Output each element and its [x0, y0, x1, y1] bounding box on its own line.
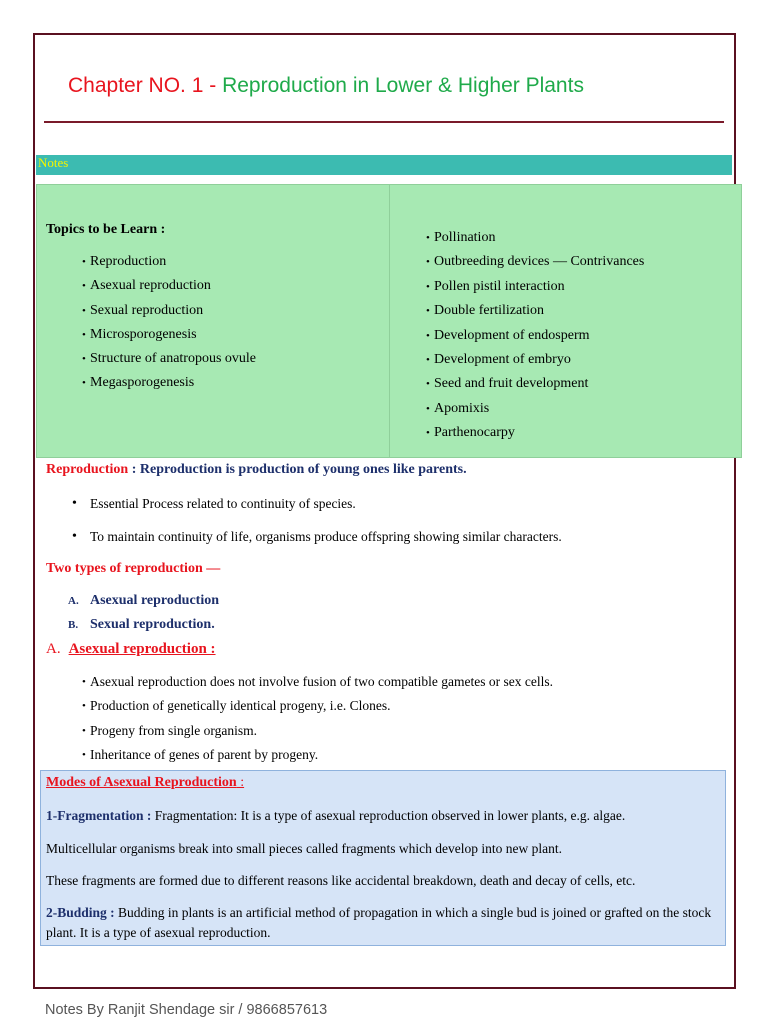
- topics-right-list: [426, 229, 644, 449]
- budding-paragraph: [46, 903, 722, 943]
- fragmentation-text: Fragmentation: It is a type of asexual reproduction observed in lower plants, e.g. algae.: [151, 808, 626, 823]
- topic-item: • Apomixis: [426, 400, 644, 424]
- topics-column-divider: [389, 184, 390, 458]
- asexual-title: Asexual reproduction :: [68, 641, 216, 657]
- chapter-subject: Reproduction in Lower & Higher Plants: [222, 74, 584, 97]
- fragments-paragraph: Multicellular organisms break into small pieces called fragments which develop into new plant.: [46, 841, 562, 856]
- asexual-point: • Progeny from single organism.: [82, 722, 553, 746]
- budding-label: 2-Budding :: [46, 905, 115, 920]
- key-point: • To maintain continuity of life, organisms produce offspring showing similar characters.: [72, 528, 562, 561]
- types-list: [68, 592, 219, 640]
- asexual-points-list: [82, 673, 553, 770]
- topic-item: • Microsporogenesis: [82, 326, 256, 350]
- fragmentation-paragraph: [46, 806, 722, 826]
- asexual-point: • Asexual reproduction does not involve fusion of two compatible gametes or sex cells.: [82, 673, 553, 697]
- topic-item: • Pollen pistil interaction: [426, 278, 644, 302]
- topic-item: • Asexual reproduction: [82, 277, 256, 301]
- modes-title: Modes of Asexual Reproduction: [46, 775, 237, 790]
- type-letter: B.: [68, 619, 79, 631]
- chapter-number: Chapter NO. 1: [68, 74, 204, 97]
- topic-item: • Development of endosperm: [426, 327, 644, 351]
- asexual-point: • Production of genetically identical progeny, i.e. Clones.: [82, 697, 553, 721]
- topic-item: • Development of embryo: [426, 351, 644, 375]
- reproduction-definition: [46, 462, 467, 478]
- topic-item: • Seed and fruit development: [426, 375, 644, 399]
- definition-text: Reproduction is production of young ones like parents.: [139, 462, 467, 477]
- key-point: • Essential Process related to continuity of species.: [72, 495, 562, 528]
- footer-credit: Notes By Ranjit Shendage sir / 9866857613: [45, 1002, 328, 1018]
- type-label: Sexual reproduction.: [90, 617, 215, 632]
- types-heading: Two types of reproduction —: [46, 561, 221, 576]
- asexual-heading: [46, 641, 216, 658]
- type-label: Asexual reproduction: [90, 593, 219, 608]
- fragmentation-label: 1-Fragmentation :: [46, 808, 152, 823]
- topic-item: • Outbreeding devices — Contrivances: [426, 253, 644, 277]
- topics-heading: Topics to be Learn :: [46, 222, 166, 237]
- definition-separator: :: [128, 462, 140, 477]
- topic-item: • Parthenocarpy: [426, 424, 644, 448]
- type-item: [68, 592, 219, 616]
- title-dash: -: [203, 74, 223, 97]
- modes-colon: :: [236, 775, 245, 790]
- chapter-title: [68, 74, 584, 98]
- budding-text: Budding in plants is an artificial method of propagation in which a single bud is joined or grafted on the stock plant. It is a type of asexual reproduction.: [46, 905, 712, 940]
- type-item: [68, 616, 219, 640]
- topic-item: • Double fertilization: [426, 302, 644, 326]
- asexual-point: • Inheritance of genes of parent by progeny.: [82, 746, 553, 770]
- topic-item: • Pollination: [426, 229, 644, 253]
- title-divider: [44, 121, 724, 123]
- topic-item: • Reproduction: [82, 253, 256, 277]
- topics-left-list: [82, 253, 256, 399]
- fragments-cause-paragraph: These fragments are formed due to different reasons like accidental breakdown, death and decay of cells, etc.: [46, 873, 636, 888]
- type-letter: A.: [68, 595, 79, 607]
- definition-term: Reproduction: [46, 462, 129, 477]
- notes-bar: Notes: [36, 155, 732, 175]
- asexual-letter: A.: [46, 641, 61, 657]
- topic-item: • Megasporogenesis: [82, 374, 256, 398]
- key-points-list: [72, 495, 562, 561]
- topic-item: • Sexual reproduction: [82, 302, 256, 326]
- topic-item: • Structure of anatropous ovule: [82, 350, 256, 374]
- modes-heading: [46, 775, 244, 791]
